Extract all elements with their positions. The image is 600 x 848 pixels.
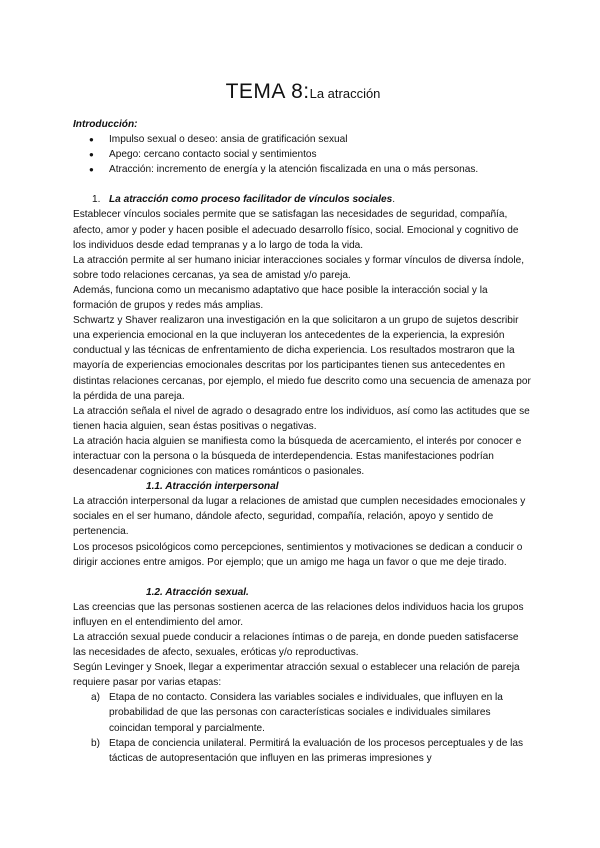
title-main: TEMA 8: xyxy=(225,80,310,103)
stage-label: b) xyxy=(91,737,100,749)
list-item xyxy=(91,736,533,766)
paragraph: Las creencias que las personas sostienen acerca de las relaciones delos individuos hacia los grupos influyen en el entendimiento del amor. xyxy=(73,601,524,628)
paragraph: La atración hacia alguien se manifiesta como la búsqueda de acercamiento, el interés por conocer e interactuar con la persona o la búsqueda de interdependencia. Estas manifestaciones podrían desencadenar cogniciones con matices románticos o pasionales. xyxy=(73,435,522,478)
list-item: ● Impulso sexual o deseo: ansia de gratificación sexual xyxy=(109,132,533,147)
paragraph: La atracción interpersonal da lugar a relaciones de amistad que cumplen necesidades emocionales y sociales en el ser humano, dándole afecto, seguridad, compañía, relación, apoyo y sentido de pertenencia. xyxy=(73,496,526,538)
stages-list xyxy=(73,690,533,765)
section-1-number: 1. xyxy=(92,194,101,206)
paragraph: La atracción permite al ser humano iniciar interacciones sociales y formar vínculos de diversa índole, sobre todo relaciones cercanas, ya sea de amistad y/o pareja. xyxy=(73,254,525,281)
stage-label: a) xyxy=(91,692,100,704)
title-sub: La atracción xyxy=(309,86,381,101)
section-1-title-suffix: . xyxy=(392,194,396,206)
paragraph: Según Levinger y Snoek, llegar a experimentar atracción sexual o establecer una relación de pareja requiere pasar por varias etapas: xyxy=(73,662,520,689)
paragraph: Schwartz y Shaver realizaron una investigación en la que solicitaron a un grupo de sujetos describir una experiencia emocional en la que incluyeran los antecedentes de la experiencia, la expresión conductual y las técnicas de enfrentamiento de dicha experiencia. Los resultados mostraron que la mayoría de experiencias emocionales descritas por los participantes tienen sus antecedentes en distintas relaciones cercanas, por ejemplo, el miedo fue descrito como una secuencia de amenaza por la pérdida de una pareja. xyxy=(73,315,531,402)
section-1-2-heading: 1.2. Atracción sexual. xyxy=(146,586,249,598)
list-item: ● Apego: cercano contacto social y sentimientos xyxy=(109,147,533,162)
paragraph: Además, funciona como un mecanismo adaptativo que hace posible la interacción social y la formación de grupos y redes más amplias. xyxy=(73,284,488,312)
section-1-title: La atracción como proceso facilitador de vínculos sociales xyxy=(109,194,393,206)
paragraph: Establecer vínculos sociales permite que se satisfagan las necesidades de seguridad, compañía, afecto, amor y poder y hacen posible el adecuado desarrollo físico, social. Emocional y cognitivo de los individuos desde edad tempranas y a lo largo de toda la vida. xyxy=(73,209,519,251)
paragraph: La atracción señala el nivel de agrado o desagrado entre los individuos, así como las actitudes que se tienen hacia alguien, sean éstas positivas o negativas. xyxy=(73,405,530,432)
intro-heading: Introducción: xyxy=(73,119,138,130)
paragraph: Los procesos psicológicos como percepciones, sentimientos y motivaciones se dedican a conducir o dirigir acciones entre amigos. Por ejemplo; que un amigo me haga un favor o que me deje tirado. xyxy=(73,541,523,568)
paragraph: La atracción sexual puede conducir a relaciones íntimas o de pareja, en donde pueden satisfacerse las necesidades de afecto, sexuales, eróticas y/o reproductivas. xyxy=(73,632,519,659)
list-item xyxy=(91,690,533,735)
section-1-1-heading: 1.1. Atracción interpersonal xyxy=(146,481,279,493)
list-item: ● Atracción: incremento de energía y la atención fiscalizada en una o más personas. xyxy=(109,162,533,177)
stage-text: Etapa de conciencia unilateral. Permitirá la evaluación de los procesos perceptuales y de las tácticas de autopresentación que influyen en las primeras impresiones y xyxy=(109,737,524,764)
stage-text: Etapa de no contacto. Considera las variables sociales e individuales, que influyen en la probabilidad de que las personas con características sociales e individuales similares coincidan temporal y parcialmente. xyxy=(109,692,503,734)
intro-list xyxy=(73,132,533,177)
section-1-heading xyxy=(92,192,533,207)
page-title xyxy=(73,80,533,108)
document-body xyxy=(73,80,533,766)
